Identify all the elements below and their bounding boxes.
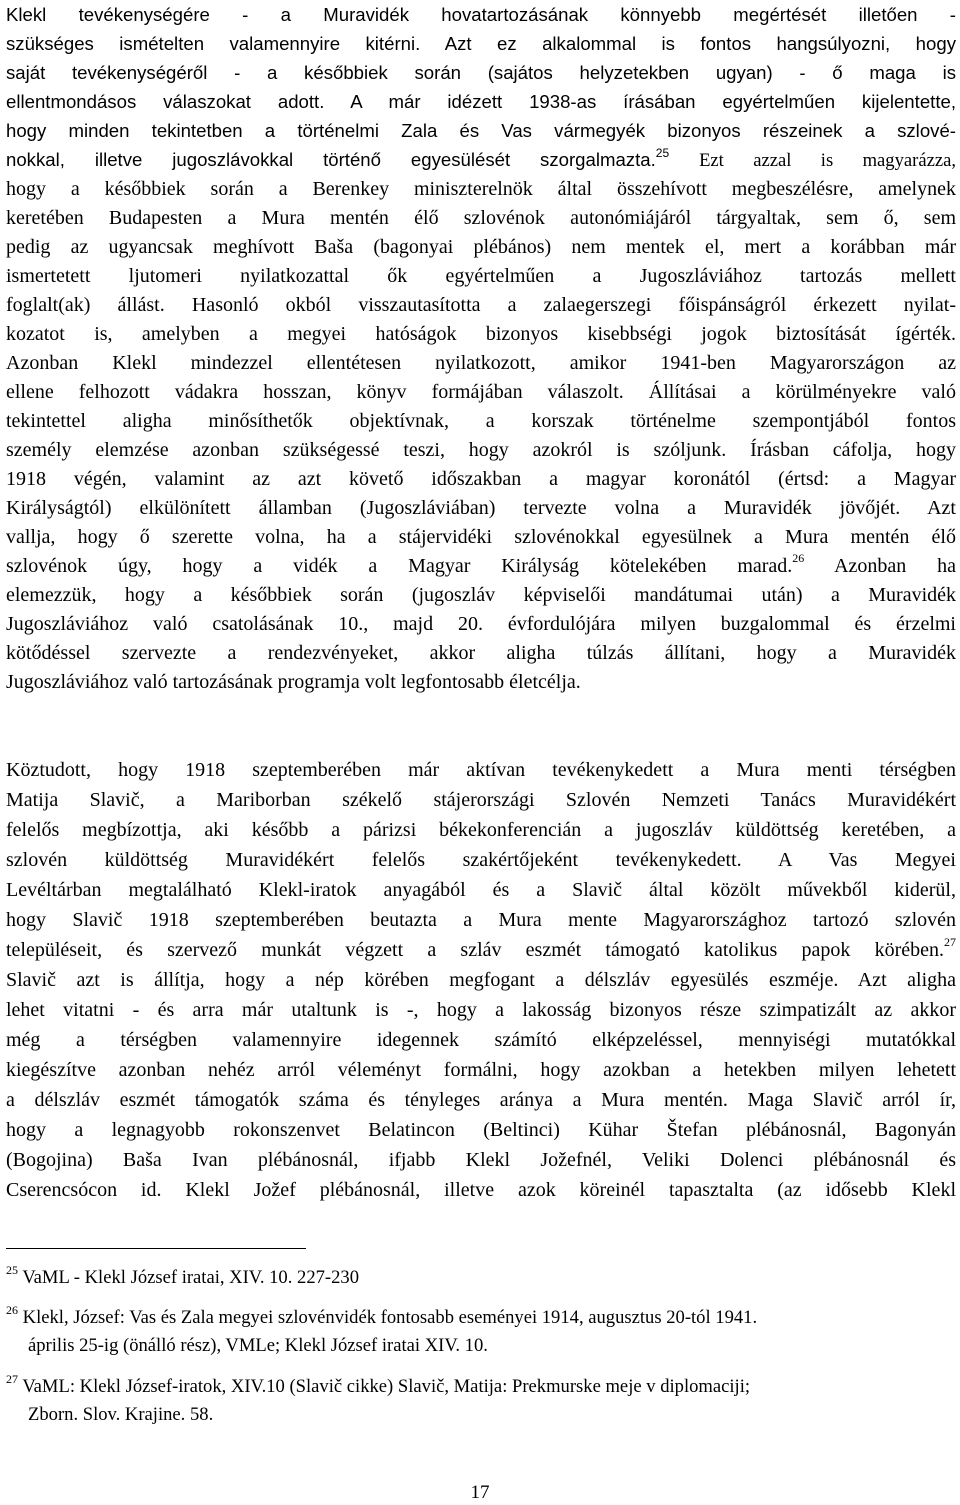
- text-line: Jugoszláviához való csatolásának 10., majd 20. évfordulójára milyen buzgalommal és érzelmi: [6, 613, 956, 635]
- footnote-text: VaML - Klekl József iratai, XIV. 10. 227-230: [22, 1267, 359, 1288]
- text-line: Levéltárban megtalálható Klekl-iratok anyagából és a Slavič által közölt művekből kiderül,: [6, 879, 956, 901]
- page-number: 17: [470, 1482, 490, 1503]
- footnote-ref-25[interactable]: 25: [655, 145, 670, 160]
- text-line: Köztudott, hogy 1918 szeptemberében már aktívan tevékenykedett a Mura menti térségben: [6, 759, 956, 781]
- text-line: (Bogojina) Baša Ivan plébánosnál, ifjabb Klekl Jožefnél, Veliki Dolenci plébánosnál és: [6, 1149, 956, 1171]
- text-fragment: Ezt azzal is magyarázza,: [699, 150, 957, 171]
- text-line: kozatot is, amelyben a megyei hatóságok bizonyos kisebbségi jogok biztosítását ígérték.: [6, 323, 956, 345]
- text-line: kötődéssel szervezte a rendezvényeket, akkor aligha túlzás állítani, hogy a Muravidék: [6, 642, 956, 664]
- text-line: tekintettel aligha minősíthetők objektívnak, a korszak történelme szempontjából fontos: [6, 410, 956, 432]
- text-line: 1918 végén, valamint az azt követő időszakban a magyar koronától (értsd: a Magyar: [6, 468, 956, 490]
- text-line: hogy minden tekintetben a történelmi Zala és Vas vármegyék bizonyos részeinek a szlové-: [6, 120, 956, 141]
- text-line: még a térségben valamennyire idegennek számító elképzeléssel, mennyiségi mutatókkal: [6, 1029, 956, 1051]
- text-line: szükséges ismételten valamennyire kitérni. Azt ez alkalommal is fontos hangsúlyozni, hogy: [6, 33, 956, 54]
- text-line: Királyságtól) elkülönített államban (Jugoszláviában) tervezte volna a Muravidék jövőjét. Azt: [6, 497, 956, 519]
- text-line: hogy a későbbiek során a Berenkey miniszterelnök által összehívott megbeszélésre, amelynek: [6, 178, 956, 200]
- text-line: pedig az ugyancsak meghívott Baša (bagonyai plébános) nem mentek el, mert a korábban már: [6, 236, 956, 258]
- footnote-number: 25: [6, 1262, 18, 1277]
- text-line: saját tevékenységéről - a későbbiek során (sajátos helyzetekben ugyan) - ő maga is: [6, 62, 956, 83]
- text-line: vallja, hogy ő szerette volna, ha a stájervidéki szlovénokkal egyesülnek a Mura mentén élő: [6, 526, 956, 548]
- text-line: Azonban Klekl mindezzel ellentétesen nyilatkozott, amikor 1941-ben Magyarországon az: [6, 352, 956, 374]
- footnote-text: Klekl, József: Vas és Zala megyei szlovénvidék fontosabb eseményei 1914, augusztus 20-tól 1941.: [22, 1307, 758, 1328]
- text-line: Cserencsócon id. Klekl Jožef plébánosnál, illetve azok köreinél tapasztalta (az idősebb Klekl: [6, 1179, 956, 1201]
- footnote-text: VaML: Klekl József-iratok, XIV.10 (Slavič cikke) Slavič, Matija: Prekmurske meje v diplomaciji;: [22, 1376, 751, 1397]
- text-line: szlovén küldöttség Muravidékért felelős szakértőjeként tevékenykedett. A Vas Megyei: [6, 849, 956, 871]
- footnote-27: [6, 1373, 956, 1401]
- footnote-number: 26: [6, 1302, 18, 1317]
- footnote-25: [6, 1264, 956, 1292]
- text-line: kiegészítve azonban nehéz arról véleményt formálni, hogy azokban a hetekben milyen lehetett: [6, 1059, 956, 1081]
- text-line: hogy a legnagyobb rokonszenvet Belatincon (Beltinci) Kühar Štefan plébánosnál, Bagonyán: [6, 1119, 956, 1141]
- text-line: lehet vitatni - és arra már utaltunk is -, hogy a lakosság bizonyos része szimpatizált az akkor: [6, 999, 956, 1021]
- footnote-27-cont: Zborn. Slov. Krajine. 58.: [28, 1404, 214, 1425]
- text-line: felelős megbízottja, aki később a párizsi békekonferencián a jugoszláv küldöttség keretében, a: [6, 819, 956, 841]
- footnote-26-cont: április 25-ig (önálló rész), VMLe; Klekl József iratai XIV. 10.: [28, 1335, 488, 1356]
- text-line: Klekl tevékenységére - a Muravidék hovatartozásának könnyebb megértését illetően -: [6, 4, 956, 25]
- text-fragment: szlovénok úgy, hogy a vidék a Magyar Királyság kötelekében marad.: [6, 555, 793, 577]
- footnote-number: 27: [6, 1371, 18, 1386]
- text-line: Jugoszláviához való tartozásának programja volt legfontosabb életcélja.: [6, 671, 581, 693]
- footnote-separator: [6, 1248, 306, 1249]
- text-fragment: településeit, és szervező munkát végzett a szláv eszmét támogató katolikus papok körében.: [6, 939, 944, 961]
- text-line: keretében Budapesten a Mura mentén élő szlovénok autonómiájáról tárgyaltak, sem ő, sem: [6, 207, 956, 229]
- text-line: [6, 551, 956, 581]
- footnote-ref-26[interactable]: 26: [792, 551, 805, 566]
- text-line: [6, 145, 956, 175]
- text-fragment: Azonban ha: [834, 555, 956, 577]
- text-line: foglalt(ak) állást. Hasonló okból visszautasította a zalaegerszegi főispánságról érkezett nyilat-: [6, 294, 956, 316]
- text-line: személy elemzése azonban szükségessé teszi, hogy azokról is szóljunk. Írásban cáfolja, hogy: [6, 439, 956, 461]
- text-line: ellentmondásos válaszokat adott. A már idézett 1938-as írásában egyértelműen kijelentette,: [6, 91, 956, 112]
- text-line: hogy Slavič 1918 szeptemberében beutazta a Mura mente Magyarországhoz tartozó szlovén: [6, 909, 956, 931]
- text-line: elemezzük, hogy a későbbiek során (jugoszláv képviselői mandátumai után) a Muravidék: [6, 584, 956, 606]
- footnote-26: [6, 1304, 956, 1332]
- text-line: Slavič azt is állítja, hogy a nép körében megfogant a délszláv egyesülés eszméje. Azt aligha: [6, 969, 956, 991]
- text-line: ismertetett ljutomeri nyilatkozattal ők egyértelműen a Jugoszláviához tartozás mellett: [6, 265, 956, 287]
- text-line: [6, 935, 956, 965]
- text-fragment: nokkal, illetve jugoszlávokkal történő egyesülését szorgalmazta.: [6, 149, 656, 170]
- footnote-ref-27[interactable]: 27: [944, 935, 956, 950]
- text-line: a délszláv eszmét támogatók száma és tényleges aránya a Mura mentén. Maga Slavič arról ír,: [6, 1089, 956, 1111]
- text-line: ellene felhozott vádakra hosszan, könyv formájában válaszolt. Állításai a körülményekre való: [6, 381, 956, 403]
- text-line: Matija Slavič, a Mariborban székelő stájerországi Szlovén Nemzeti Tanács Muravidékért: [6, 789, 956, 811]
